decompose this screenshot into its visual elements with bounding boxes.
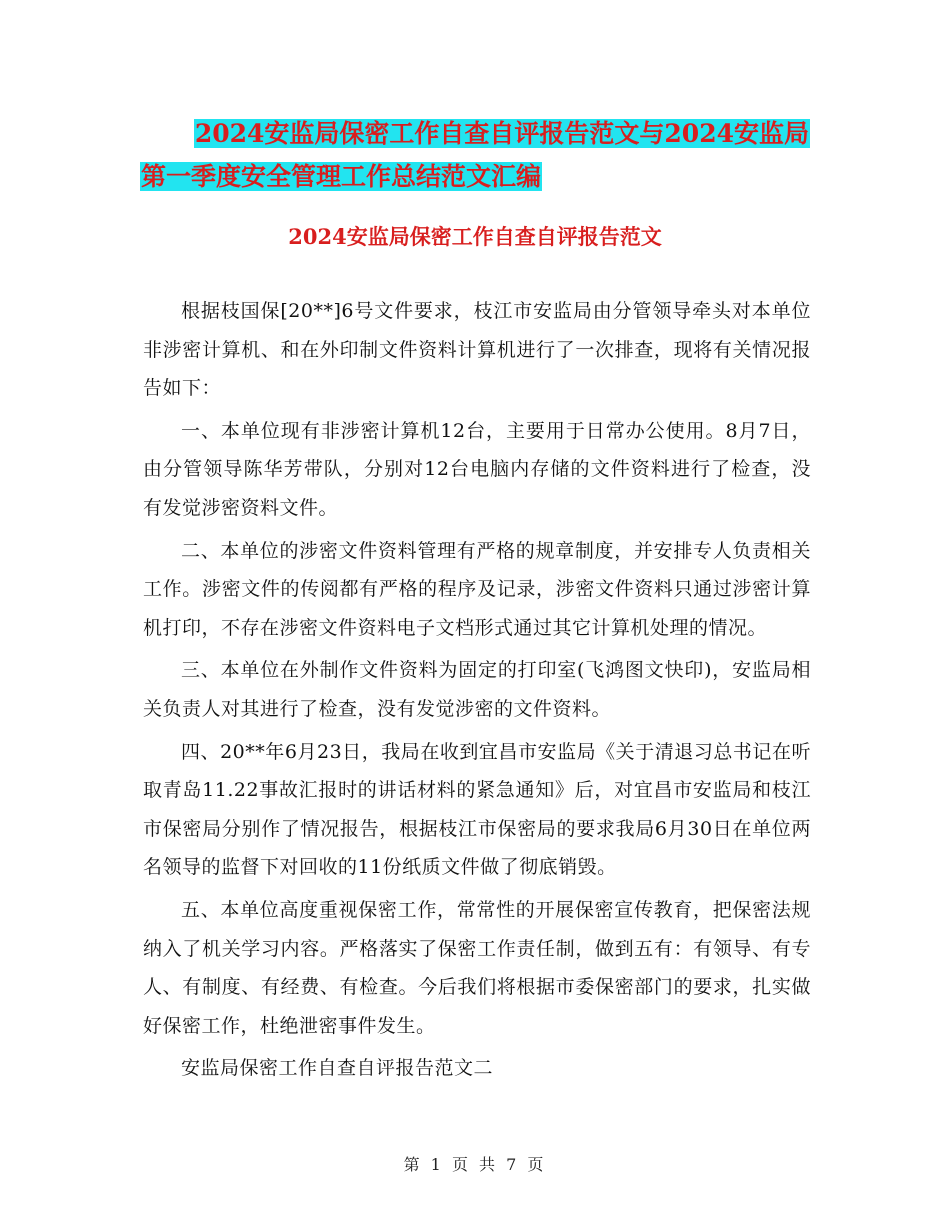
paragraph-item-3: 三、本单位在外制作文件资料为固定的打印室(飞鸿图文快印)，安监局相关负责人对其进行了检查，没有发觉涉密的文件资料。 bbox=[143, 659, 811, 720]
title-highlight-2: 第一季度安全管理工作总结范文汇编 bbox=[141, 162, 542, 191]
paragraph-item-1: 一、本单位现有非涉密计算机12台，主要用于日常办公使用。8月7日，由分管领导陈华芳带队，分别对12台电脑内存储的文件资料进行了检查，没有发觉涉密资料文件。 bbox=[143, 419, 811, 519]
document-title bbox=[140, 112, 840, 198]
paragraph-item-4: 四、20**年6月23日，我局在收到宜昌市安监局《关于清退习总书记在听取青岛11.22事故汇报时的讲话材料的紧急通知》后，对宜昌市安监局和枝江市保密局分别作了情况报告，根据枝江市保密局的要求我局6月30日在单位两名领导的监督下对回收的11份纸质文件做了彻底销毁。 bbox=[143, 740, 811, 879]
paragraph-item-2: 二、本单位的涉密文件资料管理有严格的规章制度，并安排专人负责相关工作。涉密文件的传阅都有严格的程序及记录，涉密文件资料只通过涉密计算机打印，不存在涉密文件资料电子文档形式通过其它计算机处理的情况。 bbox=[143, 539, 811, 639]
section-title: 2024安监局保密工作自查自评报告范文 bbox=[288, 224, 662, 249]
paragraph-intro: 根据枝国保[20**]6号文件要求，枝江市安监局由分管领导牵头对本单位非涉密计算机、和在外印制文件资料计算机进行了一次排查，现将有关情况报告如下： bbox=[143, 300, 811, 400]
document-title-line-1 bbox=[140, 112, 840, 155]
paragraph-subheading: 安监局保密工作自查自评报告范文二 bbox=[181, 1057, 494, 1080]
paragraph-item-5: 五、本单位高度重视保密工作，常常性的开展保密宣传教育，把保密法规纳入了机关学习内容。严格落实了保密工作责任制，做到五有：有领导、有专人、有制度、有经费、有检查。今后我们将根据市委保密部门的要求，扎实做好保密工作，杜绝泄密事件发生。 bbox=[143, 898, 811, 1037]
title-highlight-1: 2024安监局保密工作自查自评报告范文与2024安监局 bbox=[194, 119, 809, 148]
page-footer: 第 1 页 共 7 页 bbox=[403, 1155, 547, 1174]
document-body bbox=[143, 292, 811, 1092]
document-title-line-2 bbox=[140, 155, 840, 198]
